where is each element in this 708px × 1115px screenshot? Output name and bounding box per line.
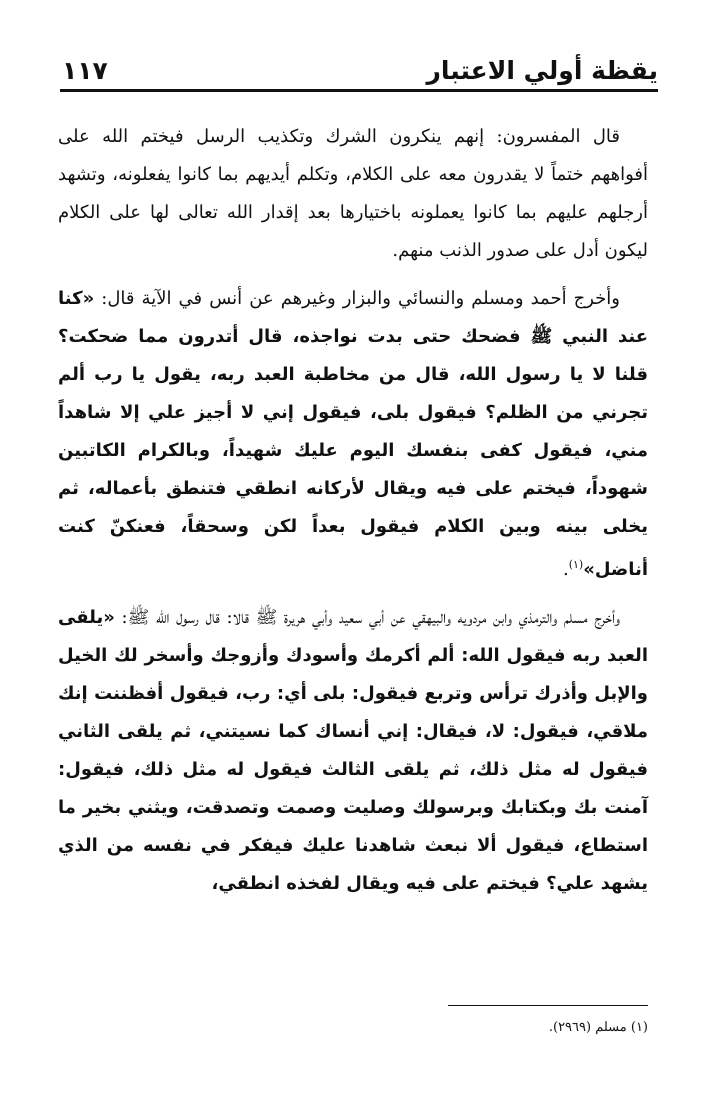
paragraph-3: [58, 599, 648, 903]
paragraph-2: [58, 280, 648, 589]
footnote-rule: [448, 1005, 648, 1006]
footnote: (١) مسلم (٢٩٦٩).: [548, 1020, 648, 1035]
paragraph-end: .: [562, 559, 569, 580]
header-rule: [60, 89, 658, 92]
hadith-text: «كنا عند النبي ﷺ فضحك حتى بدت نواجذه، قال أتدرون مما ضحكت؟ قلنا لا يا رسول الله، قال من مخاطبة العبد ربه، يقول يا رب ألم تجرني من الظلم؟ فيقول بلى، فيقول إني لا أجيز علي إلا شاهداً مني، فيقول كفى بنفسك اليوم عليك شهيداً، وبالكرام الكاتبين شهوداً، فيختم على فيه ويقال لأركانه انطقي فتنطق بأعماله، ثم يخلى بينه وبين الكلام فيقول بعداً لكن وسحقاً، فعنكنّ كنت أناضل»: [58, 288, 648, 580]
page-number: ١١٧: [62, 56, 108, 85]
running-title: يقظة أولي الاعتبار: [426, 56, 658, 85]
hadith-text: «يلقى العبد ربه فيقول الله: ألم أكرمك وأسودك وأزوجك وأسخر لك الخيل والإبل وأذرك ترأس وتربع فيقول: بلى أي: رب، فيقول أفظننت إنك ملاقي، فيقول: لا، فيقال: إني أنساك كما نسيتني، ثم يلقى الثاني فيقول له مثل ذلك، ثم يلقى الثالث فيقول له مثل ذلك، فيقول: آمنت بك وبكتابك وبرسولك وصليت وصمت وتصدقت، ويثني بخير ما استطاع، فيقول ألا نبعث شاهدنا عليك فيفكر في نفسه من الذي يشهد علي؟ فيختم على فيه ويقال لفخذه انطقي،: [58, 607, 648, 894]
paragraph-1: [58, 118, 648, 270]
paragraph-text: قال المفسرون: إنهم ينكرون الشرك وتكذيب الرسل فيختم الله على أفواههم ختماً لا يقدرون معه على الكلام، وتكلم أيديهم بما كانوا يفعلونه، وتشهد أرجلهم عليهم بما كانوا يعملونه باختيارها بعد إقدار الله تعالى لها على الكلام ليكون أدل على صدور الذنب منهم.: [58, 126, 648, 261]
main-text: [58, 118, 648, 903]
paragraph-intro: وأخرج مسلم والترمذي وابن مردويه والبيهقي عن أبي سعيد وأبي هريرة ﷺ قالا: قال رسول الله ﷺ:: [121, 607, 620, 628]
page-header: [60, 52, 658, 92]
footnote-ref[interactable]: (١): [568, 558, 584, 571]
paragraph-intro: وأخرج أحمد ومسلم والنسائي والبزار وغيرهم عن أنس في الآية قال:: [101, 288, 620, 309]
